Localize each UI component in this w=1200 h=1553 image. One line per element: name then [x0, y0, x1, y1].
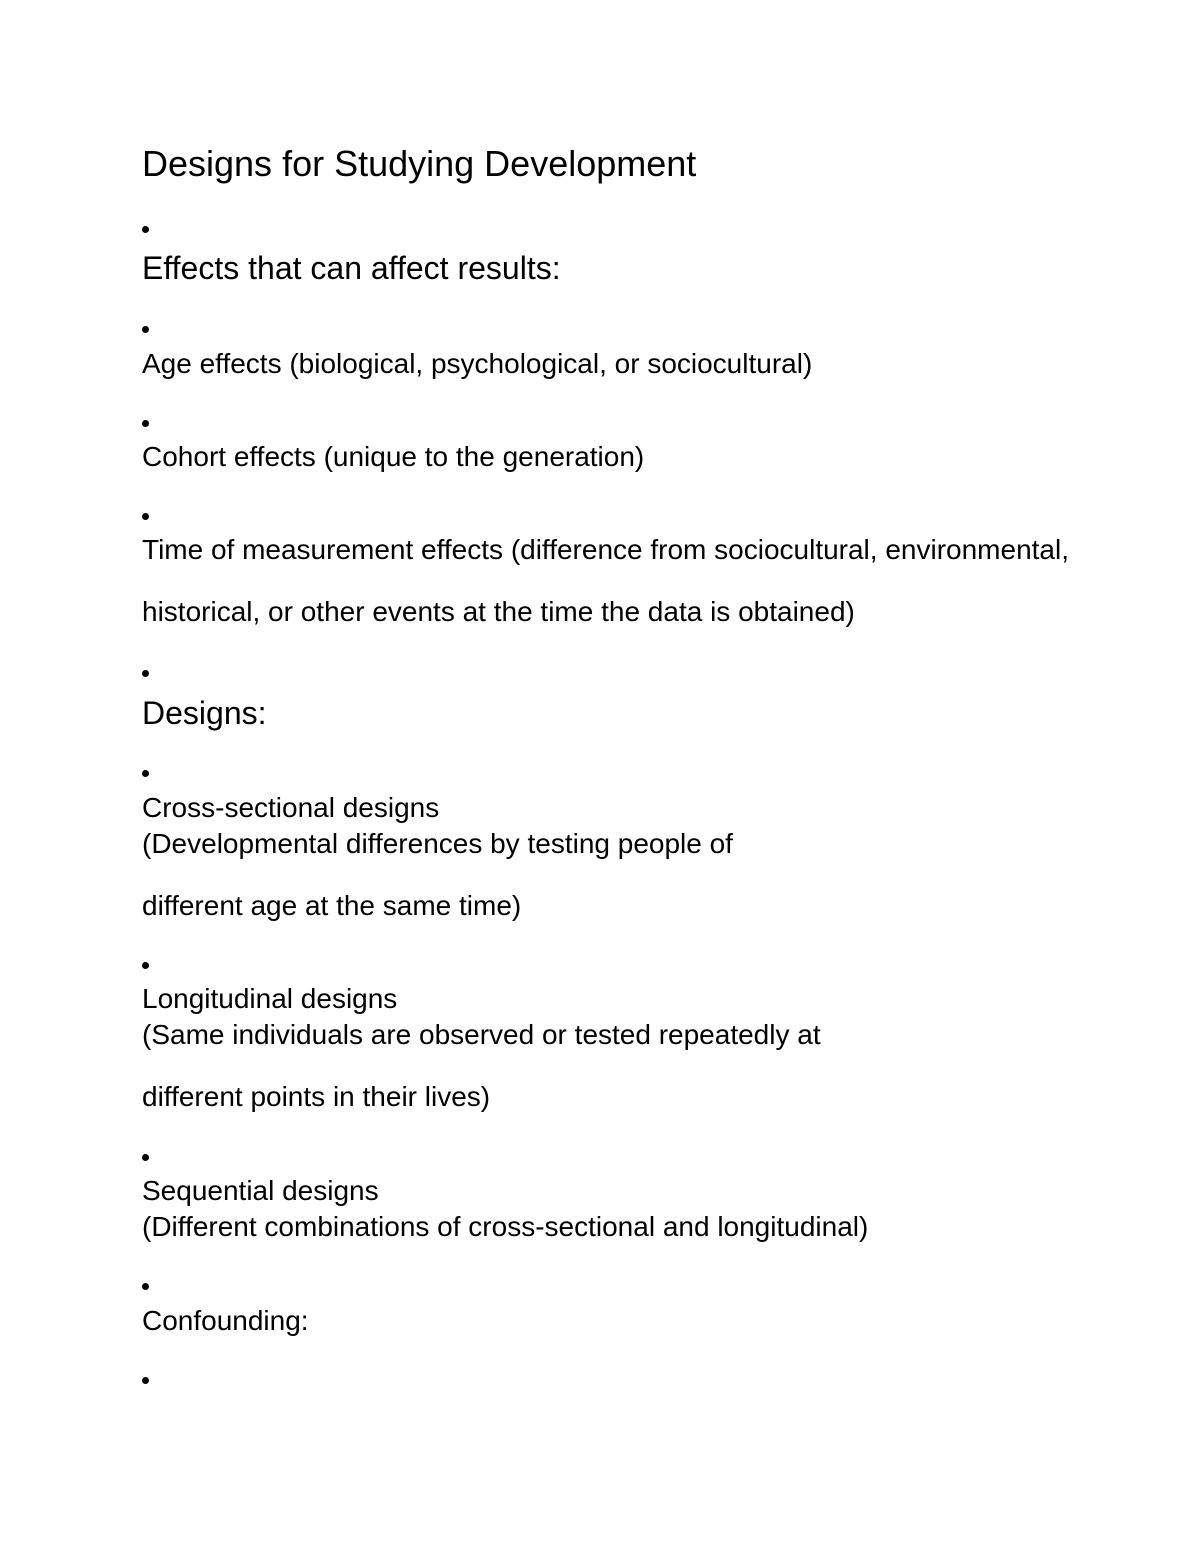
bullet: [142, 420, 149, 427]
cross-sectional-desc-line2: different age at the same time): [142, 890, 522, 921]
longitudinal-name: Longitudinal designs: [142, 983, 398, 1014]
age-effects-item: Age effects (biological, psychological, or sociocultural): [142, 348, 813, 379]
bullet: [142, 670, 149, 677]
cohort-effects-item: Cohort effects (unique to the generation): [142, 441, 645, 472]
cross-sectional-desc-line1: (Developmental differences by testing people of: [142, 828, 733, 859]
bullet: [142, 1283, 149, 1290]
sequential-name: Sequential designs: [142, 1175, 379, 1206]
effects-heading: Effects that can affect results:: [142, 250, 561, 286]
longitudinal-desc-line2: different points in their lives): [142, 1081, 491, 1112]
bullet: [142, 1377, 149, 1384]
longitudinal-desc-line1: (Same individuals are observed or tested repeatedly at: [142, 1019, 821, 1050]
bullet: [142, 770, 149, 777]
bullet: [142, 1154, 149, 1161]
designs-heading: Designs:: [142, 695, 267, 731]
time-of-measurement-line1: Time of measurement effects (difference from sociocultural, environmental,: [142, 534, 1069, 565]
bullet: [142, 962, 149, 969]
page-title: Designs for Studying Development: [142, 143, 697, 184]
bullet: [142, 513, 149, 520]
confounding-heading: Confounding:: [142, 1305, 309, 1336]
bullet: [142, 326, 149, 333]
cross-sectional-name: Cross-sectional designs: [142, 792, 440, 823]
time-of-measurement-line2: historical, or other events at the time the data is obtained): [142, 596, 855, 627]
bullet: [142, 226, 149, 233]
sequential-desc: (Different combinations of cross-sectional and longitudinal): [142, 1211, 869, 1242]
